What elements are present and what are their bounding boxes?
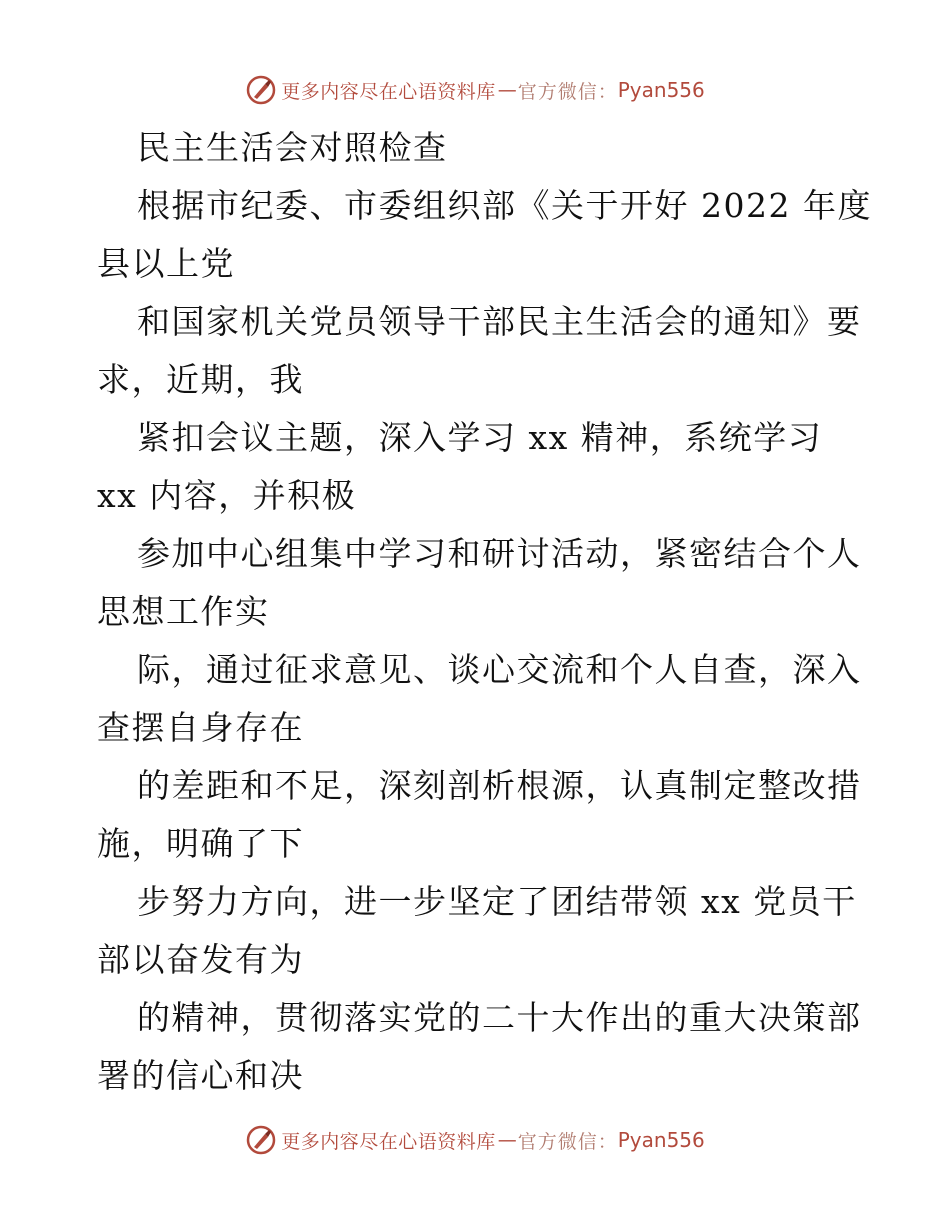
paragraph-line: 署的信心和决 — [97, 1056, 304, 1095]
paragraph-line: 施，明确了下 — [97, 824, 304, 863]
banner-wechat-label: 官方微信： — [517, 80, 618, 103]
banner-main-text: 更多内容尽在心语资料库 — [281, 1130, 496, 1153]
paragraph-line: 县以上党 — [97, 244, 235, 283]
paragraph-line: 际，通过征求意见、谈心交流和个人自查，深入 — [137, 650, 862, 689]
banner-dash: — — [497, 1129, 516, 1151]
paragraph-line: 紧扣会议主题，深入学习 xx 精神，系统学习 — [137, 418, 823, 457]
paragraph-line: xx 内容，并积极 — [97, 476, 357, 515]
paragraph-line: 根据市纪委、市委组织部《关于开好 2022 年度 — [137, 186, 872, 225]
footer-banner — [0, 1120, 950, 1160]
pen-logo-icon — [245, 74, 277, 106]
paragraph-line: 部以奋发有为 — [97, 940, 304, 979]
document-title: 民主生活会对照检查 — [137, 128, 448, 167]
paragraph-line: 求，近期，我 — [97, 360, 304, 399]
paragraph-line: 的精神，贯彻落实党的二十大作出的重大决策部 — [137, 998, 862, 1037]
paragraph-line: 参加中心组集中学习和研讨活动，紧密结合个人 — [137, 534, 862, 573]
banner-wechat-id: Pyan556 — [617, 1128, 705, 1152]
paragraph-line: 步努力方向，进一步坚定了团结带领 xx 党员干 — [137, 882, 857, 921]
paragraph-line: 思想工作实 — [97, 592, 270, 631]
banner-wechat-label: 官方微信： — [517, 1130, 618, 1153]
pen-logo-icon — [245, 1124, 277, 1156]
paragraph-line: 的差距和不足，深刻剖析根源，认真制定整改措 — [137, 766, 862, 805]
paragraph-line: 查摆自身存在 — [97, 708, 304, 747]
banner-main-text: 更多内容尽在心语资料库 — [281, 80, 496, 103]
header-banner — [0, 70, 950, 110]
banner-wechat-id: Pyan556 — [617, 78, 705, 102]
paragraph-line: 和国家机关党员领导干部民主生活会的通知》要 — [137, 302, 862, 341]
banner-dash: — — [497, 79, 516, 101]
